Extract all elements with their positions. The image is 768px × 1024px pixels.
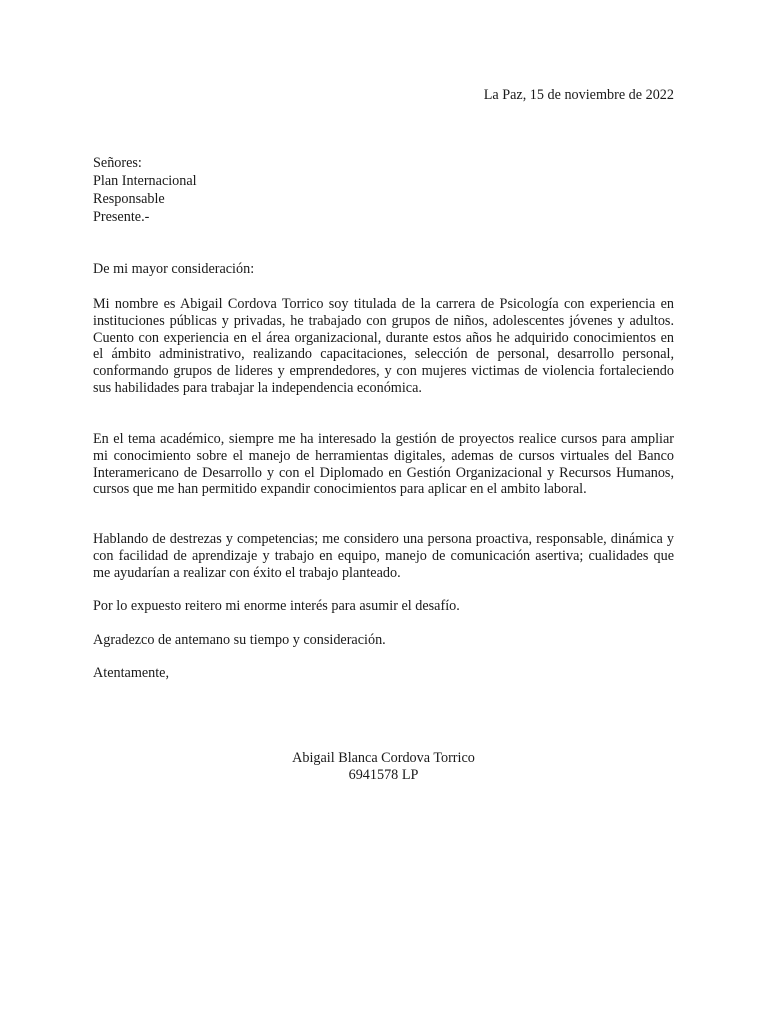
signature-name: Abigail Blanca Cordova Torrico xyxy=(292,750,475,766)
greeting: De mi mayor consideración: xyxy=(93,261,255,277)
paragraph-thanks: Agradezco de antemano su tiempo y consideración. xyxy=(93,632,386,648)
paragraph-introduction: Mi nombre es Abigail Cordova Torrico soy titulada de la carrera de Psicología con experiencia en instituciones públicas y privadas, he trabajado con grupos de niños, adolescentes jóvenes y adultos. Cuento con experiencia en el área organizacional, durante estos años he adquirido conocimientos en el ámbito administrativo, realizando capacitaciones, selección de personal, desarrollo personal, conformando grupos de lideres y emprendedores, y con mujeres victimas de violencia fortaleciendo sus habilidades para trabajar la independencia económica. xyxy=(93,296,674,396)
addressee-present: Presente.- xyxy=(93,209,150,225)
addressee-salutation: Señores: xyxy=(93,155,142,171)
paragraph-skills: Hablando de destrezas y competencias; me considero una persona proactiva, responsable, dinámica y con facilidad de aprendizaje y trabajo en equipo, manejo de comunicación asertiva; cualidades que me ayudarían a realizar con éxito el trabajo planteado. xyxy=(93,531,674,581)
closing: Atentamente, xyxy=(93,665,170,681)
paragraph-academic: En el tema académico, siempre me ha interesado la gestión de proyectos realice cursos para ampliar mi conocimiento sobre el manejo de herramientas digitales, ademas de cursos virtuales del Banco Interamericano de Desarrollo y con el Diplomado en Gestión Organizacional y Recursos Humanos, cursos que me han permitido expandir conocimientos para aplicar en el ambito laboral. xyxy=(93,431,674,498)
paragraph-interest: Por lo expuesto reitero mi enorme interés para asumir el desafío. xyxy=(93,598,460,614)
addressee-organization: Plan Internacional xyxy=(93,173,197,189)
signature-id-number: 6941578 LP xyxy=(348,766,419,783)
signature-block xyxy=(93,750,674,784)
date-line: La Paz, 15 de noviembre de 2022 xyxy=(483,87,674,103)
addressee-block xyxy=(93,155,674,227)
addressee-title: Responsable xyxy=(93,191,165,207)
